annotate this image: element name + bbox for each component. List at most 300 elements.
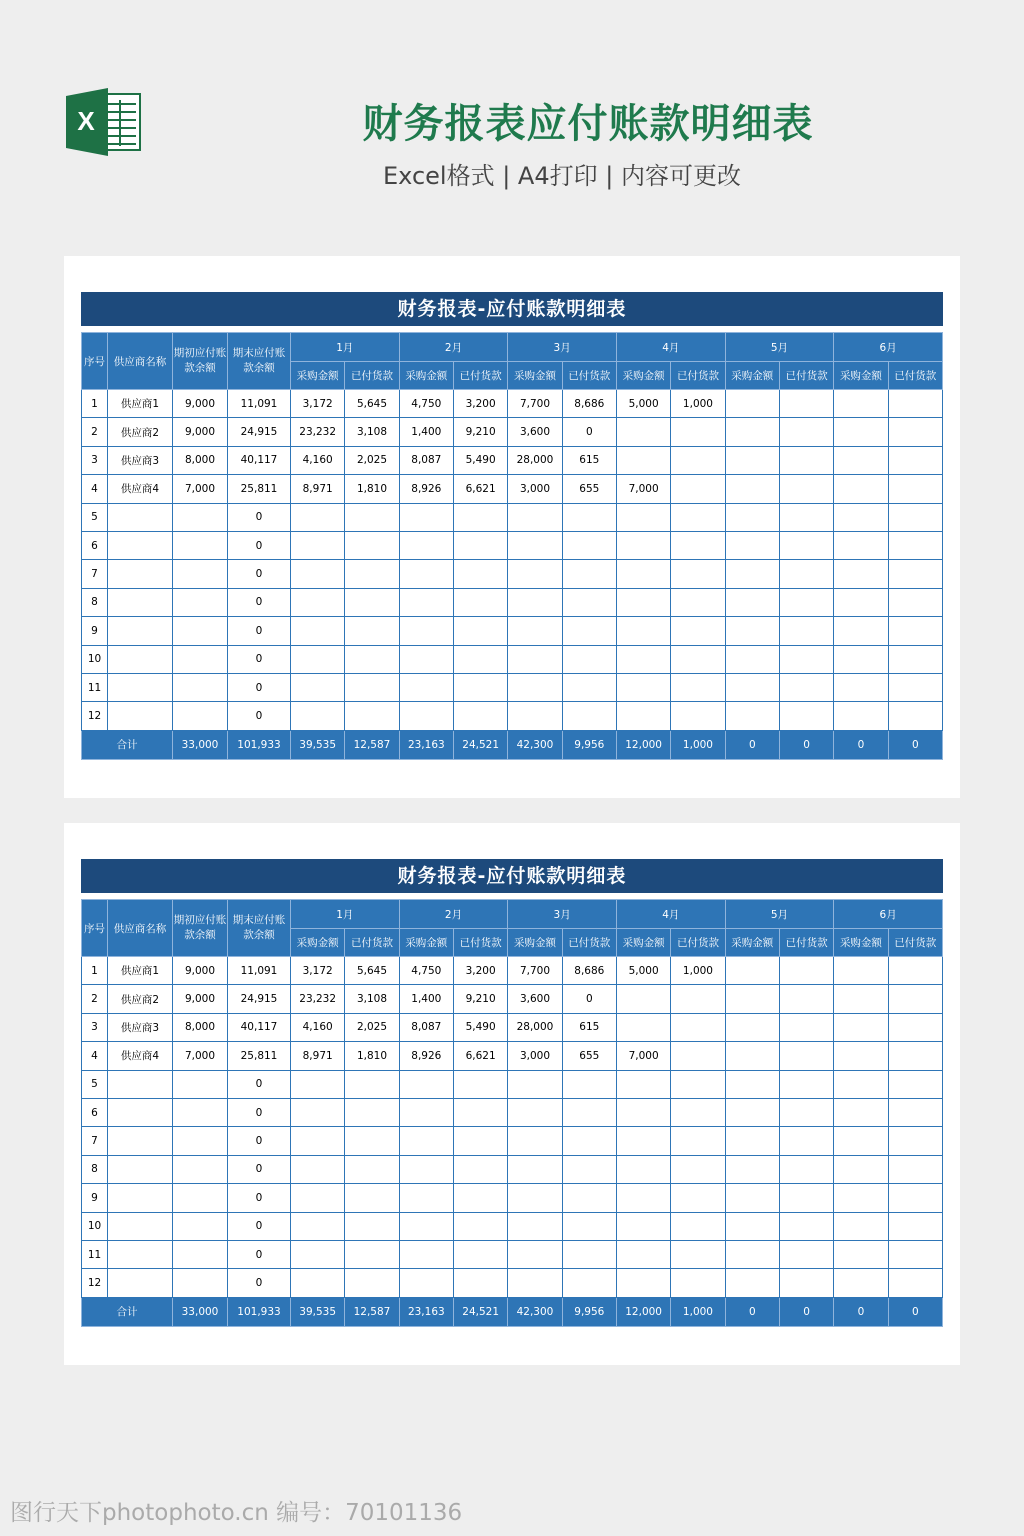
table-cell[interactable]	[888, 503, 942, 531]
table-cell[interactable]	[834, 1240, 888, 1268]
table-cell[interactable]	[725, 1070, 779, 1098]
table-cell[interactable]	[779, 673, 833, 701]
table-cell[interactable]	[834, 645, 888, 673]
table-cell[interactable]	[616, 446, 670, 474]
table-cell[interactable]	[779, 475, 833, 503]
table-cell[interactable]	[562, 531, 616, 559]
table-cell[interactable]: 9,000	[173, 418, 228, 446]
table-cell[interactable]	[399, 503, 453, 531]
table-cell[interactable]	[671, 446, 725, 474]
table-cell[interactable]: 2	[82, 985, 108, 1013]
table-cell[interactable]	[508, 1212, 562, 1240]
table-cell[interactable]	[508, 531, 562, 559]
table-cell[interactable]: 25,811	[228, 475, 291, 503]
table-cell[interactable]: 6	[82, 1098, 108, 1126]
table-cell[interactable]: 8,087	[399, 1013, 453, 1041]
table-cell[interactable]	[173, 1098, 228, 1126]
table-cell[interactable]	[399, 617, 453, 645]
table-cell[interactable]	[779, 1013, 833, 1041]
table-cell[interactable]	[108, 1098, 173, 1126]
table-cell[interactable]	[725, 588, 779, 616]
table-cell[interactable]: 9,210	[453, 985, 507, 1013]
table-cell[interactable]: 7,000	[173, 475, 228, 503]
table-cell[interactable]	[834, 418, 888, 446]
table-cell[interactable]	[453, 1269, 507, 1297]
table-cell[interactable]	[888, 985, 942, 1013]
table-cell[interactable]	[562, 645, 616, 673]
table-cell[interactable]	[173, 1240, 228, 1268]
table-cell[interactable]	[671, 645, 725, 673]
table-cell[interactable]	[671, 475, 725, 503]
table-cell[interactable]	[616, 1070, 670, 1098]
table-cell[interactable]: 5,490	[453, 446, 507, 474]
table-cell[interactable]	[453, 1098, 507, 1126]
table-cell[interactable]	[562, 702, 616, 730]
table-cell[interactable]	[888, 560, 942, 588]
table-cell[interactable]	[562, 1212, 616, 1240]
table-cell[interactable]	[725, 560, 779, 588]
table-cell[interactable]: 供应商4	[108, 1042, 173, 1070]
table-cell[interactable]: 28,000	[508, 446, 562, 474]
table-cell[interactable]: 1,810	[345, 1042, 399, 1070]
table-cell[interactable]	[108, 560, 173, 588]
table-cell[interactable]	[345, 588, 399, 616]
table-cell[interactable]	[562, 1070, 616, 1098]
table-cell[interactable]: 5,000	[616, 957, 670, 985]
table-cell[interactable]	[834, 617, 888, 645]
table-cell[interactable]	[291, 1070, 345, 1098]
table-cell[interactable]: 0	[228, 1212, 291, 1240]
table-cell[interactable]	[345, 1269, 399, 1297]
table-cell[interactable]	[291, 645, 345, 673]
table-cell[interactable]	[779, 1155, 833, 1183]
table-cell[interactable]	[173, 1212, 228, 1240]
table-cell[interactable]	[671, 1070, 725, 1098]
table-cell[interactable]	[671, 985, 725, 1013]
table-cell[interactable]	[508, 1127, 562, 1155]
table-cell[interactable]: 6,621	[453, 1042, 507, 1070]
table-cell[interactable]	[173, 531, 228, 559]
table-cell[interactable]: 5	[82, 503, 108, 531]
table-cell[interactable]: 11	[82, 673, 108, 701]
table-cell[interactable]	[725, 617, 779, 645]
table-cell[interactable]	[562, 1127, 616, 1155]
table-cell[interactable]	[108, 702, 173, 730]
table-cell[interactable]: 6	[82, 531, 108, 559]
table-cell[interactable]	[671, 588, 725, 616]
table-cell[interactable]	[508, 1184, 562, 1212]
table-cell[interactable]	[671, 1013, 725, 1041]
table-cell[interactable]	[888, 1212, 942, 1240]
table-cell[interactable]	[399, 1212, 453, 1240]
table-cell[interactable]	[725, 1184, 779, 1212]
table-cell[interactable]: 3,000	[508, 475, 562, 503]
table-cell[interactable]	[173, 503, 228, 531]
table-cell[interactable]	[888, 1013, 942, 1041]
table-cell[interactable]	[345, 1155, 399, 1183]
table-cell[interactable]	[725, 503, 779, 531]
table-cell[interactable]	[108, 1269, 173, 1297]
table-cell[interactable]	[291, 673, 345, 701]
table-cell[interactable]	[399, 1269, 453, 1297]
table-cell[interactable]	[108, 531, 173, 559]
table-cell[interactable]: 9,210	[453, 418, 507, 446]
table-cell[interactable]	[616, 418, 670, 446]
table-cell[interactable]	[616, 588, 670, 616]
table-cell[interactable]	[508, 673, 562, 701]
table-cell[interactable]: 1,400	[399, 985, 453, 1013]
table-cell[interactable]: 5	[82, 1070, 108, 1098]
table-cell[interactable]: 供应商4	[108, 475, 173, 503]
table-cell[interactable]: 供应商3	[108, 1013, 173, 1041]
table-cell[interactable]	[291, 560, 345, 588]
table-cell[interactable]	[779, 446, 833, 474]
table-cell[interactable]	[616, 645, 670, 673]
table-cell[interactable]	[779, 985, 833, 1013]
table-cell[interactable]	[888, 1240, 942, 1268]
table-cell[interactable]: 0	[228, 1127, 291, 1155]
table-cell[interactable]: 9,000	[173, 957, 228, 985]
table-cell[interactable]	[562, 1240, 616, 1268]
table-cell[interactable]	[779, 390, 833, 418]
table-cell[interactable]	[779, 1184, 833, 1212]
table-cell[interactable]	[616, 673, 670, 701]
table-cell[interactable]: 0	[228, 503, 291, 531]
table-cell[interactable]: 11	[82, 1240, 108, 1268]
table-cell[interactable]	[108, 1127, 173, 1155]
table-cell[interactable]	[888, 957, 942, 985]
table-cell[interactable]	[508, 1240, 562, 1268]
table-cell[interactable]	[834, 390, 888, 418]
table-cell[interactable]	[173, 560, 228, 588]
table-cell[interactable]	[453, 588, 507, 616]
table-cell[interactable]	[173, 588, 228, 616]
table-cell[interactable]	[291, 1240, 345, 1268]
table-cell[interactable]	[671, 1127, 725, 1155]
table-cell[interactable]: 供应商2	[108, 985, 173, 1013]
table-cell[interactable]: 655	[562, 1042, 616, 1070]
table-cell[interactable]: 供应商1	[108, 957, 173, 985]
table-cell[interactable]: 7	[82, 1127, 108, 1155]
table-cell[interactable]	[453, 645, 507, 673]
table-cell[interactable]	[834, 1098, 888, 1126]
table-cell[interactable]	[173, 702, 228, 730]
table-cell[interactable]	[173, 1155, 228, 1183]
table-cell[interactable]: 0	[562, 418, 616, 446]
table-cell[interactable]	[725, 702, 779, 730]
table-cell[interactable]	[345, 560, 399, 588]
table-cell[interactable]	[888, 418, 942, 446]
table-cell[interactable]	[108, 1240, 173, 1268]
table-cell[interactable]: 615	[562, 1013, 616, 1041]
table-cell[interactable]	[399, 645, 453, 673]
table-cell[interactable]	[108, 588, 173, 616]
table-cell[interactable]	[345, 503, 399, 531]
table-cell[interactable]	[508, 1070, 562, 1098]
table-cell[interactable]	[616, 503, 670, 531]
table-cell[interactable]	[399, 560, 453, 588]
table-cell[interactable]	[453, 673, 507, 701]
table-cell[interactable]	[834, 957, 888, 985]
table-cell[interactable]: 3,600	[508, 985, 562, 1013]
table-cell[interactable]: 0	[228, 645, 291, 673]
table-cell[interactable]	[453, 617, 507, 645]
table-cell[interactable]	[779, 702, 833, 730]
table-cell[interactable]	[834, 588, 888, 616]
table-cell[interactable]	[779, 560, 833, 588]
table-cell[interactable]	[725, 957, 779, 985]
table-cell[interactable]: 8,971	[291, 475, 345, 503]
table-cell[interactable]	[291, 702, 345, 730]
table-cell[interactable]: 1,810	[345, 475, 399, 503]
table-cell[interactable]	[671, 1240, 725, 1268]
table-cell[interactable]	[725, 1013, 779, 1041]
table-cell[interactable]: 28,000	[508, 1013, 562, 1041]
table-cell[interactable]	[345, 1127, 399, 1155]
table-cell[interactable]	[671, 1155, 725, 1183]
table-cell[interactable]	[399, 531, 453, 559]
table-cell[interactable]	[508, 1098, 562, 1126]
table-cell[interactable]: 24,915	[228, 985, 291, 1013]
table-cell[interactable]: 2,025	[345, 446, 399, 474]
table-cell[interactable]	[779, 1269, 833, 1297]
table-cell[interactable]	[616, 1269, 670, 1297]
table-cell[interactable]: 1,000	[671, 390, 725, 418]
table-cell[interactable]: 0	[228, 1155, 291, 1183]
table-cell[interactable]	[616, 560, 670, 588]
table-cell[interactable]: 供应商3	[108, 446, 173, 474]
table-cell[interactable]: 0	[228, 1184, 291, 1212]
table-cell[interactable]: 7,000	[616, 1042, 670, 1070]
table-cell[interactable]	[399, 1184, 453, 1212]
table-cell[interactable]: 7,000	[173, 1042, 228, 1070]
table-cell[interactable]	[616, 1013, 670, 1041]
table-cell[interactable]	[108, 617, 173, 645]
table-cell[interactable]	[173, 1070, 228, 1098]
table-cell[interactable]: 40,117	[228, 446, 291, 474]
table-cell[interactable]	[508, 645, 562, 673]
table-cell[interactable]	[399, 1127, 453, 1155]
table-cell[interactable]	[291, 1127, 345, 1155]
table-cell[interactable]	[725, 475, 779, 503]
table-cell[interactable]	[616, 617, 670, 645]
table-cell[interactable]	[671, 617, 725, 645]
table-cell[interactable]	[173, 1269, 228, 1297]
table-cell[interactable]	[834, 560, 888, 588]
table-cell[interactable]	[108, 1184, 173, 1212]
table-cell[interactable]	[888, 446, 942, 474]
table-cell[interactable]	[888, 1269, 942, 1297]
table-cell[interactable]	[779, 957, 833, 985]
table-cell[interactable]	[671, 1042, 725, 1070]
table-cell[interactable]	[725, 673, 779, 701]
table-cell[interactable]	[834, 1127, 888, 1155]
table-cell[interactable]	[671, 503, 725, 531]
table-cell[interactable]	[779, 1098, 833, 1126]
table-cell[interactable]	[453, 560, 507, 588]
table-cell[interactable]: 1,400	[399, 418, 453, 446]
table-cell[interactable]: 3,108	[345, 985, 399, 1013]
table-cell[interactable]	[834, 1212, 888, 1240]
table-cell[interactable]: 0	[228, 617, 291, 645]
table-cell[interactable]	[888, 531, 942, 559]
table-cell[interactable]: 5,490	[453, 1013, 507, 1041]
table-cell[interactable]: 7,700	[508, 390, 562, 418]
table-cell[interactable]	[834, 985, 888, 1013]
table-cell[interactable]	[616, 1184, 670, 1212]
table-cell[interactable]: 3,172	[291, 957, 345, 985]
table-cell[interactable]	[888, 1155, 942, 1183]
table-cell[interactable]	[671, 1212, 725, 1240]
table-cell[interactable]	[453, 1184, 507, 1212]
table-cell[interactable]	[779, 1212, 833, 1240]
table-cell[interactable]	[108, 673, 173, 701]
table-cell[interactable]: 8,087	[399, 446, 453, 474]
table-cell[interactable]	[453, 1155, 507, 1183]
table-cell[interactable]	[725, 1098, 779, 1126]
table-cell[interactable]	[834, 1269, 888, 1297]
table-cell[interactable]	[779, 503, 833, 531]
table-cell[interactable]	[779, 1240, 833, 1268]
table-cell[interactable]	[453, 1070, 507, 1098]
table-cell[interactable]	[725, 985, 779, 1013]
table-cell[interactable]	[399, 702, 453, 730]
table-cell[interactable]: 3,200	[453, 957, 507, 985]
table-cell[interactable]	[173, 1127, 228, 1155]
table-cell[interactable]	[888, 390, 942, 418]
table-cell[interactable]	[834, 446, 888, 474]
table-cell[interactable]	[671, 1184, 725, 1212]
table-cell[interactable]	[345, 702, 399, 730]
table-cell[interactable]	[725, 446, 779, 474]
table-cell[interactable]: 9	[82, 1184, 108, 1212]
table-cell[interactable]: 11,091	[228, 957, 291, 985]
table-cell[interactable]	[345, 531, 399, 559]
table-cell[interactable]	[173, 617, 228, 645]
table-cell[interactable]	[173, 673, 228, 701]
table-cell[interactable]: 9,000	[173, 985, 228, 1013]
table-cell[interactable]	[399, 1070, 453, 1098]
table-cell[interactable]	[834, 531, 888, 559]
table-cell[interactable]: 9,000	[173, 390, 228, 418]
table-cell[interactable]: 0	[228, 1070, 291, 1098]
table-cell[interactable]	[291, 531, 345, 559]
table-cell[interactable]	[888, 475, 942, 503]
table-cell[interactable]: 10	[82, 1212, 108, 1240]
table-cell[interactable]	[399, 1098, 453, 1126]
table-cell[interactable]	[725, 1127, 779, 1155]
table-cell[interactable]: 4	[82, 475, 108, 503]
table-cell[interactable]	[345, 1240, 399, 1268]
table-cell[interactable]	[508, 503, 562, 531]
table-cell[interactable]	[562, 1184, 616, 1212]
table-cell[interactable]: 3	[82, 446, 108, 474]
table-cell[interactable]	[779, 645, 833, 673]
table-cell[interactable]	[616, 1127, 670, 1155]
table-cell[interactable]: 1,000	[671, 957, 725, 985]
table-cell[interactable]	[671, 1098, 725, 1126]
table-cell[interactable]	[834, 1042, 888, 1070]
table-cell[interactable]	[291, 1098, 345, 1126]
table-cell[interactable]: 23,232	[291, 418, 345, 446]
table-cell[interactable]	[399, 1155, 453, 1183]
table-cell[interactable]	[562, 617, 616, 645]
table-cell[interactable]	[399, 673, 453, 701]
table-cell[interactable]: 4,160	[291, 446, 345, 474]
table-cell[interactable]: 7,700	[508, 957, 562, 985]
table-cell[interactable]	[671, 702, 725, 730]
table-cell[interactable]	[834, 1013, 888, 1041]
table-cell[interactable]	[779, 588, 833, 616]
table-cell[interactable]	[834, 1155, 888, 1183]
table-cell[interactable]: 0	[228, 588, 291, 616]
table-cell[interactable]: 0	[228, 1098, 291, 1126]
table-cell[interactable]: 615	[562, 446, 616, 474]
table-cell[interactable]: 5,645	[345, 957, 399, 985]
table-cell[interactable]	[888, 1098, 942, 1126]
table-cell[interactable]	[834, 1184, 888, 1212]
table-cell[interactable]: 655	[562, 475, 616, 503]
table-cell[interactable]	[108, 1212, 173, 1240]
table-cell[interactable]	[616, 531, 670, 559]
table-cell[interactable]: 1	[82, 957, 108, 985]
table-cell[interactable]: 0	[228, 673, 291, 701]
table-cell[interactable]	[345, 645, 399, 673]
table-cell[interactable]	[888, 1042, 942, 1070]
table-cell[interactable]: 0	[228, 702, 291, 730]
table-cell[interactable]	[616, 1155, 670, 1183]
table-cell[interactable]: 8,000	[173, 1013, 228, 1041]
table-cell[interactable]: 10	[82, 645, 108, 673]
table-cell[interactable]: 3,000	[508, 1042, 562, 1070]
table-cell[interactable]	[888, 1184, 942, 1212]
table-cell[interactable]	[616, 702, 670, 730]
table-cell[interactable]: 0	[228, 560, 291, 588]
table-cell[interactable]: 3,200	[453, 390, 507, 418]
table-cell[interactable]: 5,000	[616, 390, 670, 418]
table-cell[interactable]	[108, 503, 173, 531]
table-cell[interactable]: 11,091	[228, 390, 291, 418]
table-cell[interactable]	[671, 1269, 725, 1297]
table-cell[interactable]	[888, 1127, 942, 1155]
table-cell[interactable]	[671, 560, 725, 588]
table-cell[interactable]: 0	[228, 531, 291, 559]
table-cell[interactable]	[291, 1155, 345, 1183]
table-cell[interactable]	[291, 1269, 345, 1297]
table-cell[interactable]: 0	[228, 1269, 291, 1297]
table-cell[interactable]	[779, 418, 833, 446]
table-cell[interactable]	[453, 503, 507, 531]
table-cell[interactable]	[779, 617, 833, 645]
table-cell[interactable]	[345, 1212, 399, 1240]
table-cell[interactable]	[562, 1098, 616, 1126]
table-cell[interactable]: 23,232	[291, 985, 345, 1013]
table-cell[interactable]: 7	[82, 560, 108, 588]
table-cell[interactable]	[345, 1184, 399, 1212]
table-cell[interactable]: 3,172	[291, 390, 345, 418]
table-cell[interactable]	[108, 1070, 173, 1098]
table-cell[interactable]: 8,686	[562, 390, 616, 418]
table-cell[interactable]	[888, 1070, 942, 1098]
table-cell[interactable]	[562, 503, 616, 531]
table-cell[interactable]: 2	[82, 418, 108, 446]
table-cell[interactable]	[508, 617, 562, 645]
table-cell[interactable]	[725, 1155, 779, 1183]
table-cell[interactable]	[399, 588, 453, 616]
table-cell[interactable]	[453, 531, 507, 559]
table-cell[interactable]	[671, 673, 725, 701]
table-cell[interactable]	[562, 1155, 616, 1183]
